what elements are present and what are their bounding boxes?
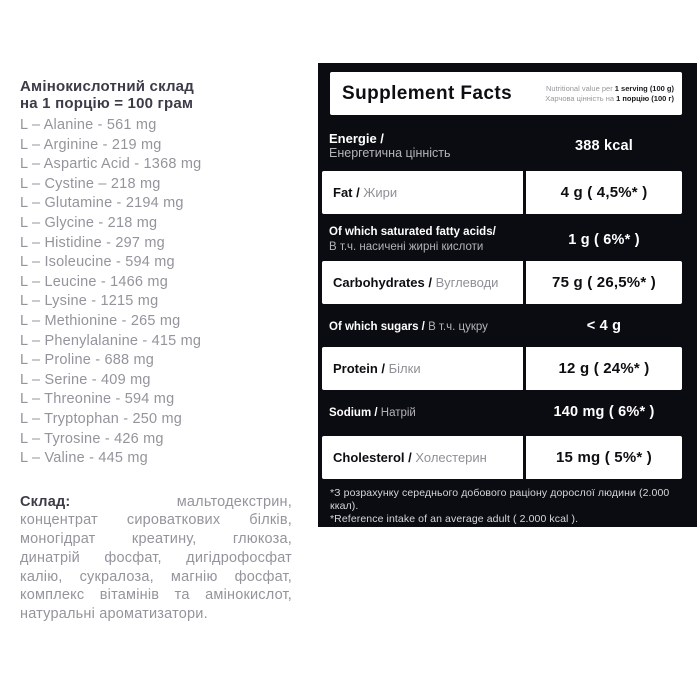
facts-row-label-ua: Натрій (380, 407, 416, 419)
amino-acid-item: L – Tyrosine - 426 mg (20, 430, 164, 447)
facts-row-value: 140 mg ( 6%* ) (553, 404, 655, 420)
facts-row-label-ua: В т.ч. цукру (428, 321, 488, 333)
facts-row (322, 127, 682, 165)
facts-row-label-ua: Холестерин (415, 449, 487, 465)
facts-row-label-ua: Білки (388, 360, 421, 376)
amino-acid-item: L – Glutamine - 2194 mg (20, 195, 184, 212)
facts-row-value: 1 g ( 6%* ) (568, 232, 640, 248)
facts-footnotes (330, 487, 680, 526)
facts-header (330, 72, 682, 115)
footnote-en: *Reference intake of an average adult ( 2.000 kcal ). (330, 513, 579, 525)
facts-row-label: Fat / Жири (333, 184, 398, 200)
facts-subtitle (545, 84, 674, 104)
facts-subtitle-ua: Харчова цінність на 1 порцію (100 г) (545, 93, 674, 103)
facts-row-label-en: Protein (333, 360, 378, 376)
facts-title: Supplement Facts (342, 82, 513, 104)
supplement-facts-panel (318, 63, 697, 527)
facts-row-label: Sodium / Натрій (329, 407, 416, 419)
facts-row-label: Of which sugars / В т.ч. цукру (329, 321, 488, 333)
amino-heading-line2: на 1 порцію = 100 грам (20, 95, 194, 112)
composition-line: комплекс вітамінів та амінокислот, (20, 587, 292, 604)
facts-row (322, 261, 682, 304)
facts-row-label-en: Of which sugars (329, 321, 419, 333)
composition-line: динатрій фосфат, дигідрофосфат (20, 549, 292, 566)
facts-row-label-en: Of which saturated fatty acids/ (329, 226, 496, 238)
amino-acid-item: L – Leucine - 1466 mg (20, 273, 168, 290)
facts-row (322, 397, 682, 427)
amino-acid-item: L – Serine - 409 mg (20, 371, 151, 388)
facts-row-label (322, 131, 526, 161)
facts-row (322, 171, 682, 214)
composition-line: моногідрат креатину, глюкоза, (20, 531, 292, 548)
composition-label: Склад: (20, 493, 71, 510)
facts-row-label-ua: Жири (363, 184, 398, 200)
amino-acid-item: L – Threonine - 594 mg (20, 391, 175, 408)
facts-row-label-en: Sodium (329, 407, 372, 419)
facts-row (322, 221, 682, 259)
amino-acid-item: L – Lysine - 1215 mg (20, 293, 159, 310)
facts-row (322, 311, 682, 341)
facts-row (322, 347, 682, 390)
composition-line: концентрат сироваткових білків, (20, 512, 292, 529)
composition-line: калію, сукралоза, магнію фосфат, (20, 568, 292, 585)
amino-acid-item: L – Tryptophan - 250 mg (20, 410, 183, 427)
left-column (20, 78, 298, 624)
facts-row (322, 436, 682, 479)
amino-acid-item: L – Valine - 445 mg (20, 450, 148, 467)
amino-acid-item: L – Cystine – 218 mg (20, 175, 161, 192)
facts-row-label-en: Fat (333, 184, 353, 200)
amino-acid-item: L – Alanine - 561 mg (20, 117, 157, 133)
composition-first-rest: мальтодекстрин, (176, 493, 292, 510)
amino-acid-item: L – Phenylalanine - 415 mg (20, 332, 202, 349)
facts-subtitle-en: Nutritional value per 1 serving (100 g) (546, 83, 674, 93)
facts-row-value: 75 g ( 26,5%* ) (552, 274, 656, 291)
composition-first-line (20, 493, 292, 512)
facts-row-label-ua: Енергетична цінність (329, 146, 451, 160)
facts-row-value: 15 mg ( 5%* ) (556, 449, 652, 466)
amino-acid-item: L – Glycine - 218 mg (20, 214, 158, 231)
facts-row-label: Carbohydrates / Вуглеводи (333, 274, 499, 290)
amino-acid-item: L – Aspartic Acid - 1368 mg (20, 156, 202, 173)
amino-acid-item: L – Methionine - 265 mg (20, 312, 181, 329)
composition-last-line: натуральні ароматизатори. (20, 605, 208, 622)
amino-acid-item: L – Proline - 688 mg (20, 352, 155, 369)
facts-row-label: Cholesterol / Холестерин (333, 449, 487, 465)
facts-row-label-en: Energie / (329, 131, 384, 146)
amino-heading-line1: Амінокислотний склад (20, 78, 194, 95)
facts-row-label-ua: Вуглеводи (435, 274, 499, 290)
facts-row-value: 388 kcal (574, 138, 634, 154)
facts-row-value: 4 g ( 4,5%* ) (560, 184, 648, 201)
composition-lines (20, 511, 292, 605)
facts-row-value: 12 g ( 24%* ) (558, 360, 650, 377)
amino-acid-item: L – Arginine - 219 mg (20, 136, 162, 153)
amino-acid-item: L – Histidine - 297 mg (20, 234, 165, 251)
facts-row-label-en: Cholesterol (333, 449, 405, 465)
facts-row-label-ua: В т.ч. насичені жирні кислоти (329, 241, 484, 253)
facts-row-label (322, 225, 526, 255)
facts-row-value: < 4 g (586, 318, 622, 334)
amino-heading (20, 78, 298, 112)
facts-rows (322, 127, 682, 479)
footnote-ua: *З розрахунку середнього добового раціону дорослої людини (2.000 ккал). (330, 487, 670, 512)
facts-row-label: Protein / Білки (333, 360, 421, 376)
composition-section (20, 493, 292, 624)
amino-acid-list (20, 116, 298, 469)
facts-row-label-en: Carbohydrates (333, 274, 425, 290)
amino-acid-item: L – Isoleucine - 594 mg (20, 254, 175, 271)
